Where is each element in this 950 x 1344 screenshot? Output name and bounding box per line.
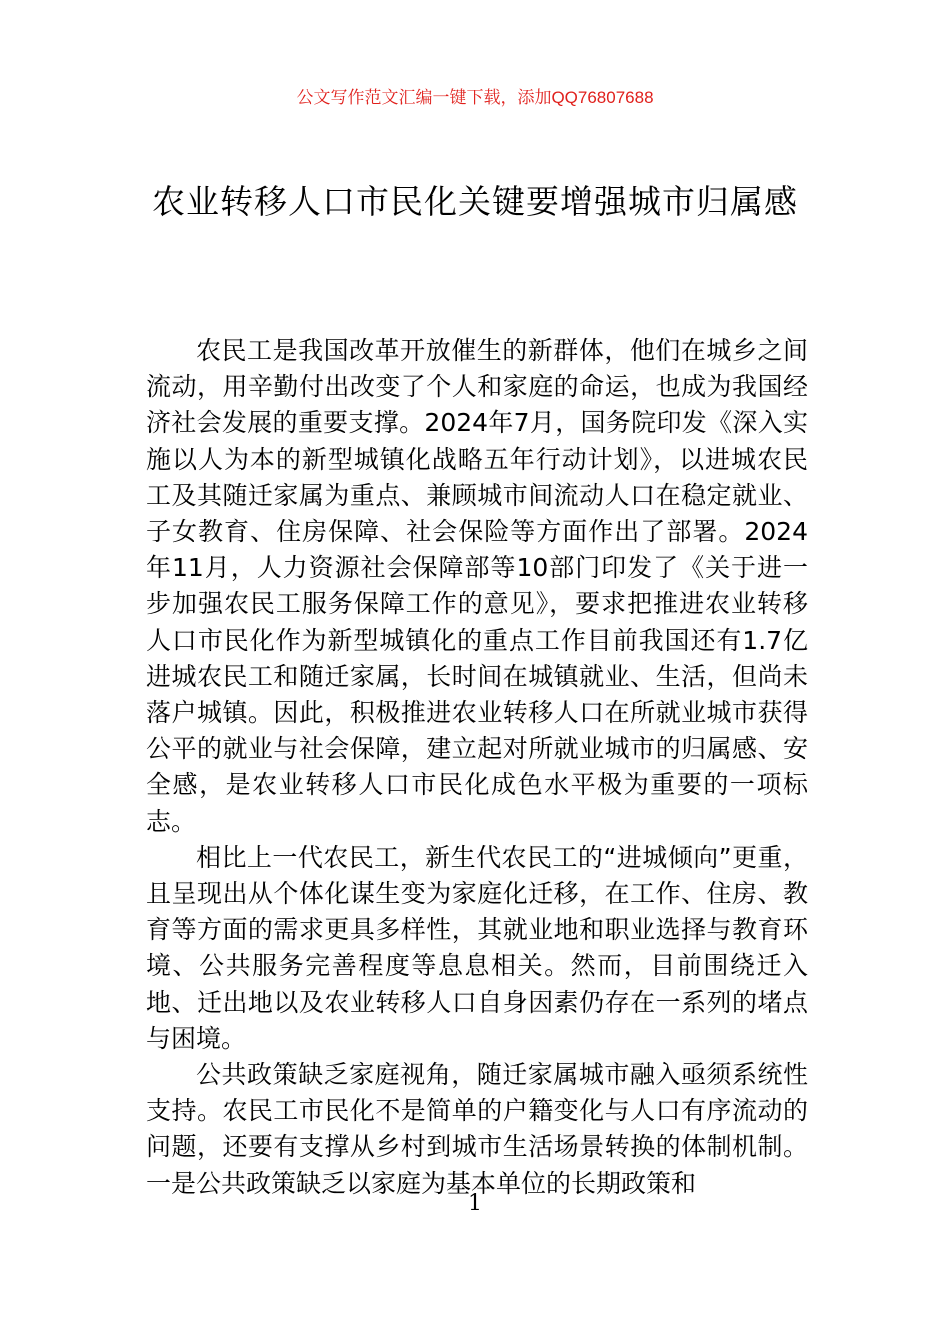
document-body [146, 333, 808, 1202]
paragraph-3: 公共政策缺乏家庭视角，随迁家属城市融入亟须系统性支持。农民工市民化不是简单的户籍变化与人口有序流动的问题，还要有支撑从乡村到城市生活场景转换的体制机制。一是公共政策缺乏以家庭为基本单位的长期政策和 [146, 1060, 808, 1198]
header-download-note: 公文写作范文汇编一键下载，添加QQ76807688 [296, 88, 654, 107]
document-title: 农业转移人口市民化关键要增强城市归属感 [152, 182, 798, 221]
page-number: 1 [468, 1191, 482, 1216]
paragraph-2: 相比上一代农民工，新生代农民工的“进城倾向”更重，且呈现出从个体化谋生变为家庭化迁移，在工作、住房、教育等方面的需求更具多样性，其就业地和职业选择与教育环境、公共服务完善程度等息息相关。然而，目前围绕迁入地、迁出地以及农业转移人口自身因素仍存在一系列的堵点与困境。 [146, 842, 808, 1053]
paragraph-1: 农民工是我国改革开放催生的新群体，他们在城乡之间流动，用辛勤付出改变了个人和家庭的命运，也成为我国经济社会发展的重要支撑。2024年7月，国务院印发《深入实施以人为本的新型城镇化战略五年行动计划》，以进城农民工及其随迁家属为重点、兼顾城市间流动人口在稳定就业、子女教育、住房保障、社会保险等方面作出了部署。2024年11月，人力资源社会保障部等10部门印发了《关于进一步加强农民工服务保障工作的意见》，要求把推进农业转移人口市民化作为新型城镇化的重点工作目前我国还有1.7亿进城农民工和随迁家属，长时间在城镇就业、生活，但尚未落户城镇。因此，积极推进农业转移人口在所就业城市获得公平的就业与社会保障，建立起对所就业城市的归属感、安全感，是农业转移人口市民化成色水平极为重要的一项标志。 [146, 336, 808, 836]
